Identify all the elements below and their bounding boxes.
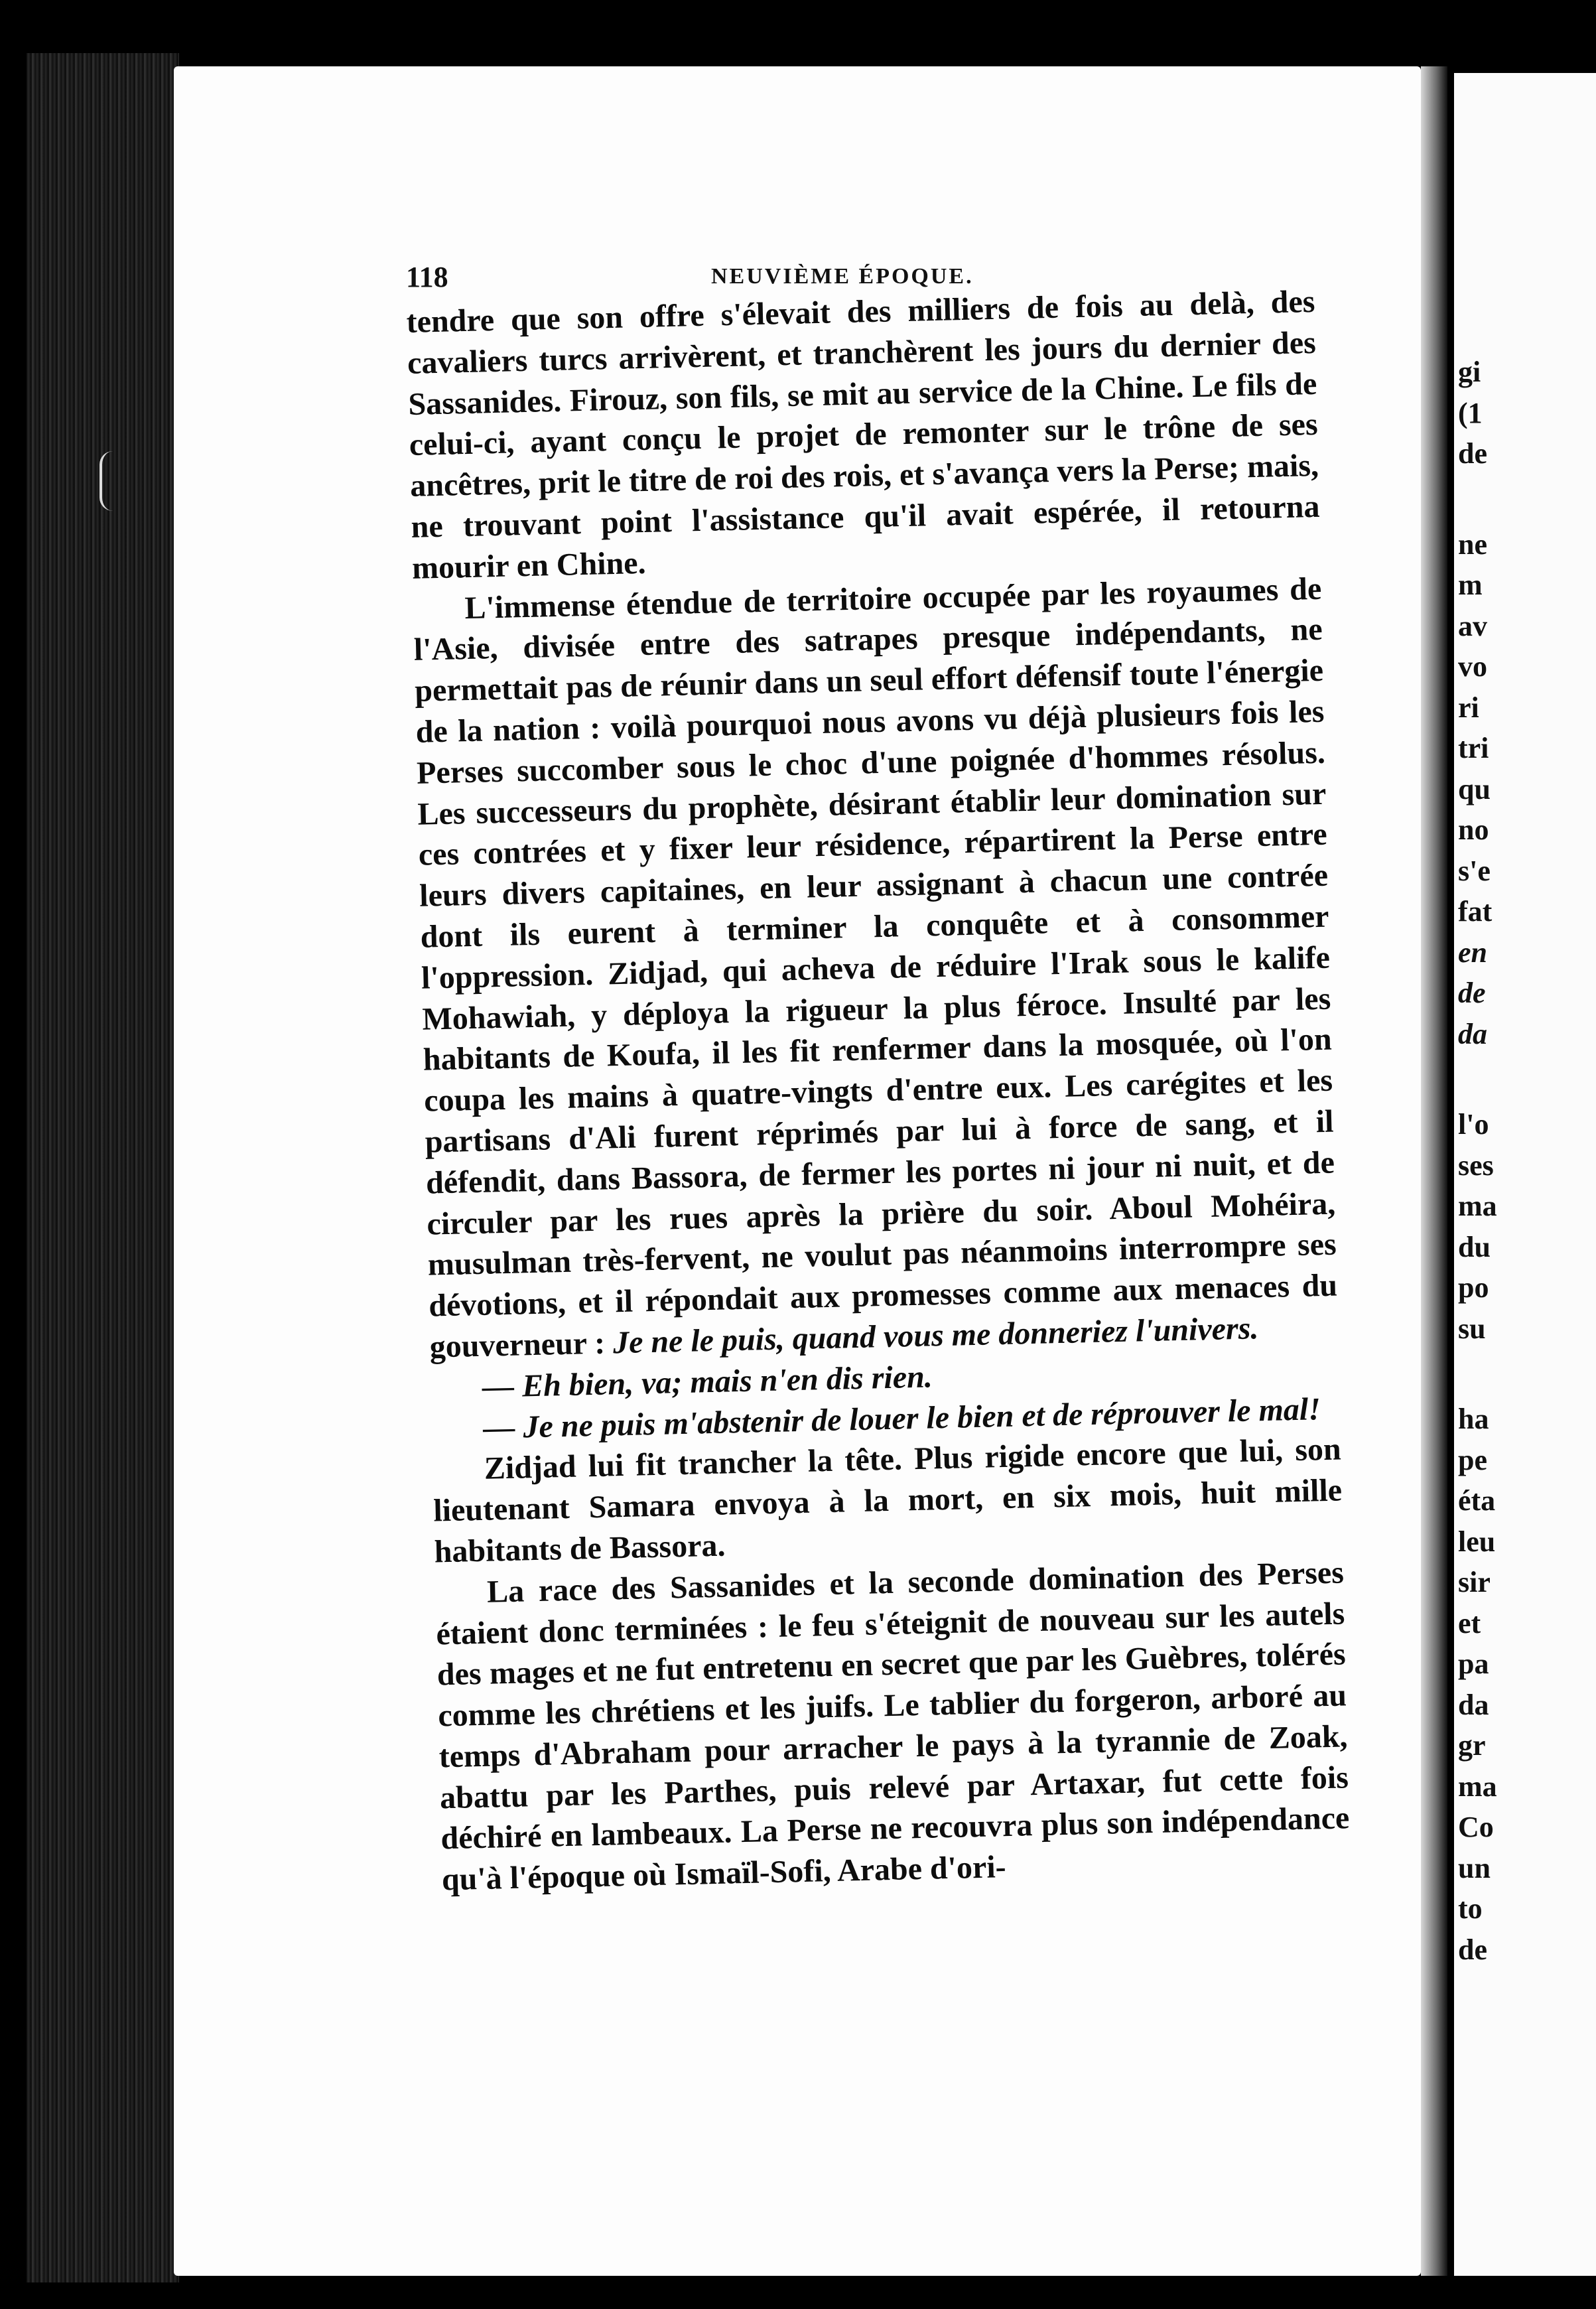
adjacent-line: ma bbox=[1458, 1770, 1497, 1803]
adjacent-line: de bbox=[1458, 1933, 1487, 1966]
paragraph-3: Zidjad lui fit trancher la tête. Plus rigide encore que lui, son lieutenant Samara envoya à la mort, en six mois, huit mille habitants de Bassora. bbox=[432, 1431, 1343, 1570]
margin-bracket-mark bbox=[100, 451, 118, 511]
adjacent-line: to bbox=[1458, 1892, 1483, 1925]
adjacent-line: Co bbox=[1458, 1811, 1494, 1843]
adjacent-line: av bbox=[1458, 609, 1487, 642]
paragraph-4: La race des Sassanides et la seconde domination des Perses étaient donc terminées : le feu s'éteignit de nouveau sur les autels des mages et ne fut entretenu en secret que par les Guèbres, tolérés comme les chrétiens et les juifs. Le tablier du forgeron, arboré au temps d'Abraham pour arracher le pays à la tyrannie de Zoak, abattu par les Parthes, puis relevé par Artaxar, fut cette fois déchiré en lambeaux. La Perse ne recouvra plus son indépendance qu'à l'époque où Ismaïl-Sofi, Arabe d'ori- bbox=[435, 1555, 1350, 1898]
book-spine-gutter bbox=[27, 53, 179, 2282]
adjacent-line: pa bbox=[1458, 1647, 1489, 1680]
page-body-text bbox=[406, 281, 1351, 1901]
adjacent-line: en bbox=[1458, 936, 1487, 969]
paragraph-2-text: L'immense étendue de territoire occupée par les royaumes de l'Asie, divisée entre des satrapes presque indépendants, ne permettait pas de réunir dans un seul effort défensif toute l'énergie de la nation : voilà pourquoi nous avons vu déjà plusieurs fois les Perses succomber sous le choc d'une poignée d'hommes résolus. Les successeurs du prophète, désirant établir leur domination sur ces contrées et y fixer leur résidence, répartirent la Perse entre leurs divers capitaines, en leur assignant à chacun une contrée dont ils eurent à terminer la conquête et à consommer l'oppression. Zidjad, qui acheva de réduire l'Irak sous le kalife Mohawiah, y déploya la rigueur la plus féroce. Insulté par les habitants de Koufa, il les fit renfermer dans la mosquée, où l'on coupa les mains à quatre-vingts d'entre eux. Les carégites et les partisans d'Ali furent réprimés par lui à force de sang, et il défendit, dans Bassora, de fermer les portes ni jour ni nuit, et de circuler par les rues après la prière du soir. Aboul Mohéira, musulman très-fervent, ne voulut pas néanmoins interrompre ses dévotions, et il répondait aux promesses comme aux menaces du gouverneur : bbox=[413, 571, 1338, 1365]
adjacent-line: po bbox=[1458, 1271, 1489, 1304]
page-fold-shadow bbox=[1421, 66, 1447, 2276]
adjacent-line: ma bbox=[1458, 1190, 1497, 1222]
adjacent-line: l'o bbox=[1458, 1108, 1489, 1141]
adjacent-line: gr bbox=[1458, 1729, 1486, 1762]
adjacent-line: s'e bbox=[1458, 854, 1491, 887]
adjacent-line: qu bbox=[1458, 772, 1491, 805]
adjacent-line: sir bbox=[1458, 1566, 1491, 1598]
book-page-right-partial bbox=[1454, 73, 1596, 2276]
adjacent-line: ri bbox=[1458, 691, 1479, 724]
page-number: 118 bbox=[406, 261, 448, 293]
adjacent-line: gi bbox=[1458, 356, 1481, 388]
adjacent-line: un bbox=[1458, 1851, 1491, 1884]
adjacent-line: ne bbox=[1458, 527, 1487, 561]
adjacent-line: tri bbox=[1458, 732, 1489, 764]
paragraph-2 bbox=[413, 568, 1339, 1367]
adjacent-page-text bbox=[1458, 352, 1591, 1970]
adjacent-line: vo bbox=[1458, 650, 1487, 683]
paragraph-1: tendre que son offre s'élevait des milliers de fois au delà, des cavaliers turcs arrivèrent, et tranchèrent les jours du dernier des Sassanides. Firouz, son fils, se mit au service de la Chine. Le fils de celui-ci, ayant conçu le projet de remonter sur le trône de ses ancêtres, prit le titre de roi des rois, et s'avança vers la Perse; mais, ne trouvant point l'assistance qu'il avait espérée, il retourna mourir en Chine. bbox=[406, 283, 1320, 586]
running-head: NEUVIÈME ÉPOQUE. bbox=[711, 264, 974, 289]
paragraph-gap bbox=[1458, 474, 1591, 524]
adjacent-line: ha bbox=[1458, 1403, 1489, 1435]
adjacent-line: du bbox=[1458, 1230, 1491, 1263]
adjacent-line: éta bbox=[1458, 1484, 1496, 1517]
dialogue-line-1: — Eh bien, va; mais n'en dis rien. bbox=[482, 1359, 933, 1405]
adjacent-line: da bbox=[1458, 1017, 1487, 1050]
adjacent-line: pe bbox=[1458, 1443, 1487, 1476]
paragraph-2-quote: Je ne le puis, quand vous me donneriez l'univers. bbox=[612, 1310, 1259, 1361]
adjacent-line: ses bbox=[1458, 1149, 1494, 1182]
dialogue-line-2: — Je ne puis m'abstenir de louer le bien et de réprouver le mal! bbox=[482, 1391, 1321, 1446]
adjacent-line: da bbox=[1458, 1688, 1489, 1721]
adjacent-line: su bbox=[1458, 1312, 1486, 1345]
adjacent-line: de bbox=[1458, 977, 1486, 1009]
adjacent-line: (1 bbox=[1458, 396, 1483, 429]
adjacent-line: m bbox=[1458, 569, 1483, 601]
adjacent-line: fat bbox=[1458, 895, 1493, 928]
adjacent-line: leu bbox=[1458, 1525, 1496, 1558]
paragraph-gap bbox=[1458, 1349, 1591, 1399]
adjacent-line: et bbox=[1458, 1606, 1481, 1640]
paragraph-gap bbox=[1458, 1054, 1591, 1104]
adjacent-line: no bbox=[1458, 813, 1489, 846]
adjacent-line: de bbox=[1458, 437, 1487, 470]
